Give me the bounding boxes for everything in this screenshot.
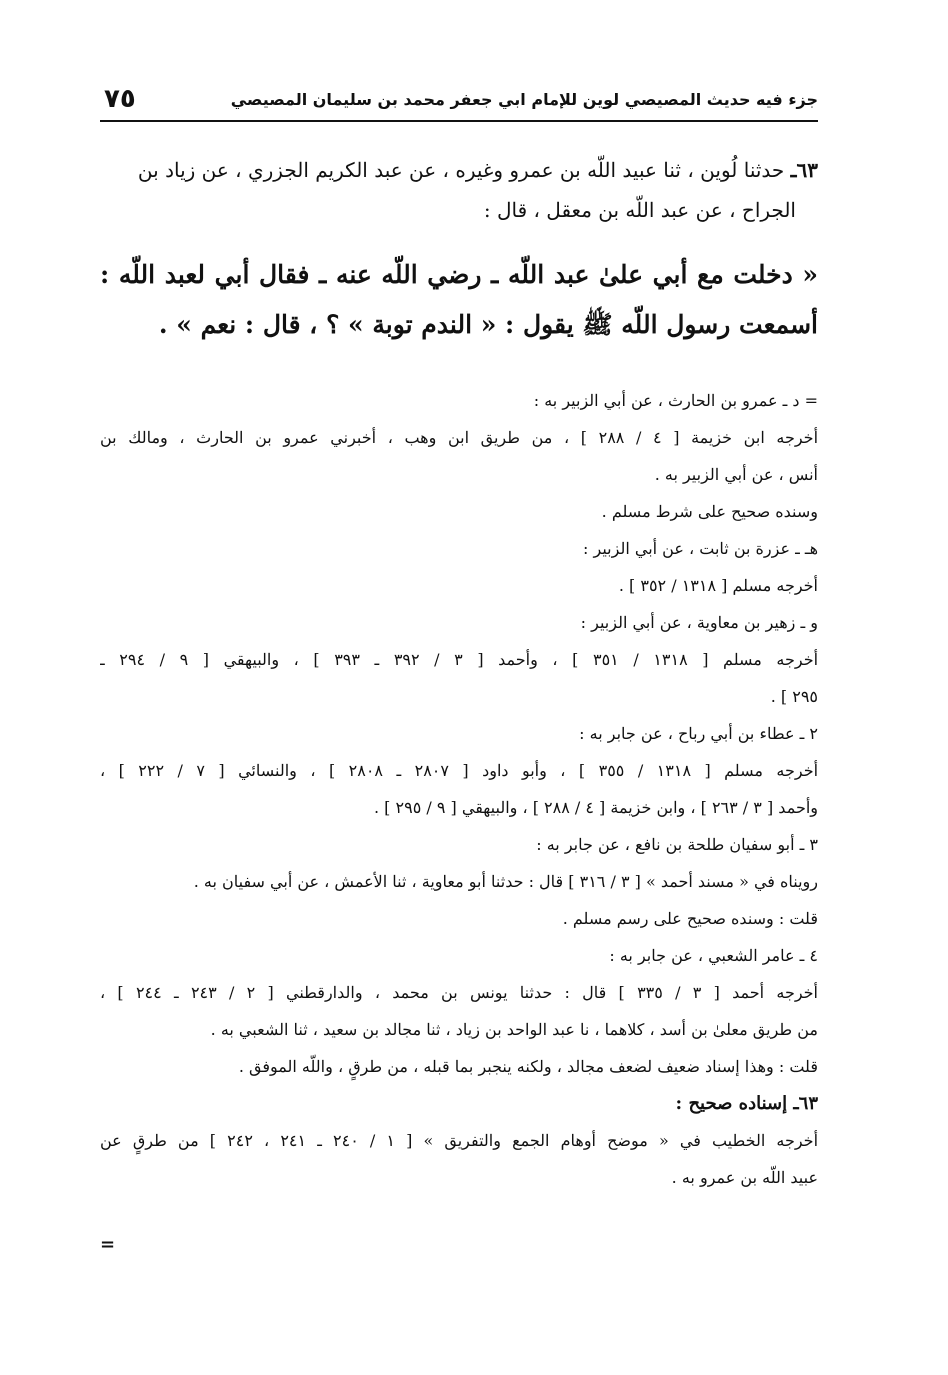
note-line: أخرجه مسلم [ ١٣١٨ / ٣٥١ ] ، وأحمد [ ٣ / ٣٩٢ ـ ٣٩٣ ] ، والبيهقي [ ٩ / ٢٩٤ ـ bbox=[100, 650, 818, 669]
hadith-matn bbox=[100, 250, 818, 350]
hadith-matn-line-1: « دخلت مع أبي علىٰ عبد اللّه ـ رضي اللّه عنه ـ فقال أبي لعبد اللّه : أسمعت bbox=[100, 260, 818, 339]
note-line: من طريق معلىٰ بن أسد ، كلاهما ، نا عبد الواحد بن زياد ، ثنا مجالد بن سعيد ، ثنا الشعبي به . bbox=[210, 1020, 818, 1039]
note-line: قلت : وهذا إسناد ضعيف لضعف مجالد ، ولكنه ينجبر بما قبله ، من طرقٍ ، واللّه الموفق . bbox=[238, 1057, 818, 1076]
note-line: أخرجه مسلم [ ١٣١٨ / ٣٥٢ ] . bbox=[618, 576, 818, 595]
note-line: هـ ـ عزرة بن ثابت ، عن أبي الزبير : bbox=[583, 539, 818, 558]
note-line: أخرجه الخطيب في « موضح أوهام الجمع والتفريق » [ ١ / ٢٤٠ ـ ٢٤١ ، ٢٤٢ ] من طرقٍ عن bbox=[100, 1131, 818, 1150]
note-line: ٢٩٥ ] . bbox=[770, 687, 818, 706]
continuation-mark: = bbox=[100, 1234, 116, 1255]
note-line: ٢ ـ عطاء بن أبي رباح ، عن جابر به : bbox=[579, 724, 818, 743]
note-line: أخرجه ابن خزيمة [ ٤ / ٢٨٨ ] ، من طريق ابن وهب ، أخبرني عمرو بن الحارث ، ومالك بن bbox=[100, 428, 818, 447]
note-line: ٣ ـ أبو سفيان طلحة بن نافع ، عن جابر به : bbox=[536, 835, 818, 854]
note-line: عبيد اللّه بن عمرو به . bbox=[671, 1168, 818, 1187]
note-line: رويناه في « مسند أحمد » [ ٣ / ٣١٦ ] قال : حدثنا أبو معاوية ، ثنا الأعمش ، عن أبي سفيان به . bbox=[193, 872, 818, 891]
hadith-number: ٦٣ـ bbox=[790, 158, 818, 182]
hadith-matn-line-2: رسول اللّه ﷺ يقول : « الندم توبة » ؟ ، قال : نعم » . bbox=[158, 310, 731, 339]
note-line: وأحمد [ ٣ / ٢٦٣ ] ، وابن خزيمة [ ٤ / ٢٨٨ ] ، والبيهقي [ ٩ / ٢٩٥ ] . bbox=[374, 798, 818, 817]
note-line: قلت : وسنده صحيح على رسم مسلم . bbox=[562, 909, 818, 928]
hadith-isnad-line-1: حدثنا لُوين ، ثنا عبيد اللّه بن عمرو وغيره ، عن عبد الكريم الجزري ، عن زياد بن bbox=[137, 158, 785, 182]
note-line: أخرجه مسلم [ ١٣١٨ / ٣٥٥ ] ، وأبو داود [ ٢٨٠٧ ـ ٢٨٠٨ ] ، والنسائي [ ٧ / ٢٢٢ ] ، bbox=[100, 761, 818, 780]
hadith-isnad bbox=[100, 150, 818, 230]
header-title: جزء فيه حديث المصيصي لوين للإمام ابي جعفر محمد بن سليمان المصيصي bbox=[230, 90, 818, 109]
note-line: = د ـ عمرو بن الحارث ، عن أبي الزبير به : bbox=[533, 391, 818, 410]
note-line: وسنده صحيح على شرط مسلم . bbox=[601, 502, 818, 521]
note-heading: ٦٣ـ إسناده صحيح : bbox=[675, 1093, 818, 1114]
page-number: ٧٥ bbox=[104, 84, 136, 114]
note-line: أخرجه أحمد [ ٣ / ٣٣٥ ] قال : حدثنا يونس بن محمد ، والدارقطني [ ٢ / ٢٤٣ ـ ٢٤٤ ] ، bbox=[100, 983, 818, 1002]
note-line: و ـ زهير بن معاوية ، عن أبي الزبير : bbox=[580, 613, 818, 632]
note-line: أنس ، عن أبي الزبير به . bbox=[654, 465, 818, 484]
footnotes bbox=[100, 382, 818, 1196]
hadith-isnad-line-2: الجراح ، عن عبد اللّه بن معقل ، قال : bbox=[483, 198, 796, 222]
running-header bbox=[100, 86, 818, 122]
note-line: ٤ ـ عامر الشعبي ، عن جابر به : bbox=[609, 946, 818, 965]
